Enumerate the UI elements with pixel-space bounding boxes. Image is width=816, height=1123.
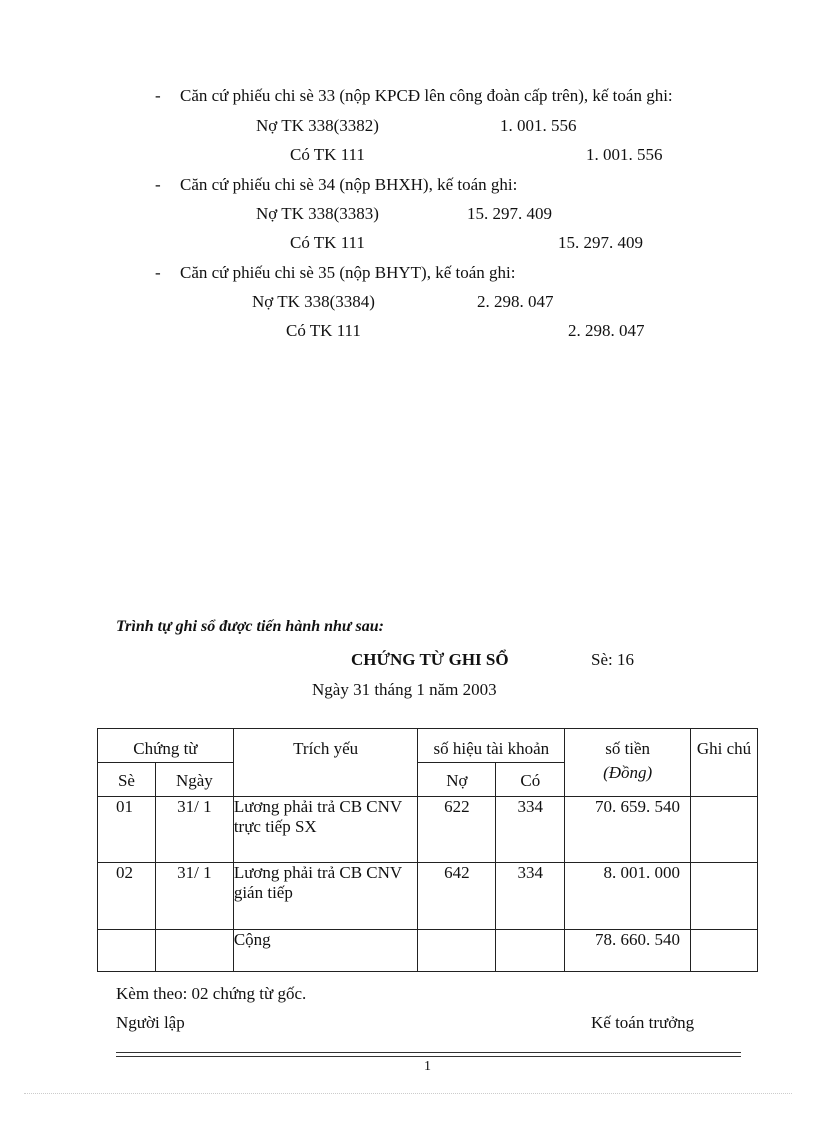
debit-amount: 1. 001. 556 [500,116,577,135]
entry-text: Căn cứ phiếu chi sè 33 (nộp KPCĐ lên công đoàn cấp trên), kế toán ghi: [180,86,673,105]
voucher-title: CHỨNG TỪ GHI SỔ [351,650,509,669]
total-empty-cell [418,930,496,972]
header-voucher-date: Ngày [155,763,233,797]
total-empty-cell [98,930,156,972]
bullet-dash: - [155,263,161,282]
entry-text: Căn cứ phiếu chi sè 34 (nộp BHXH), kế toán ghi: [180,175,518,194]
total-row [98,930,758,972]
row-voucher-no: 01 [98,797,156,863]
header-debit: Nợ [418,763,496,797]
total-label: Cộng [233,930,418,972]
row-voucher-no: 02 [98,863,156,930]
page-number: 1 [424,1059,431,1074]
chief-accountant-label: Kế toán trưởng [591,1013,695,1032]
footer-rule [116,1052,741,1053]
bullet-dash: - [155,175,161,194]
header-credit: Có [496,763,565,797]
table-row [98,863,758,930]
row-summary: Lương phải trả CB CNV gián tiếp [233,863,418,930]
table-row [98,797,758,863]
row-debit: 642 [418,863,496,930]
bullet-dash: - [155,86,161,105]
voucher-number: Sè: 16 [591,650,634,669]
total-empty-cell [691,930,758,972]
header-account: số hiệu tài khoản [418,729,565,763]
credit-amount: 1. 001. 556 [586,145,663,164]
section-heading: Trình tự ghi sổ được tiến hành như sau: [116,618,384,635]
entry-text: Căn cứ phiếu chi sè 35 (nộp BHYT), kế toán ghi: [180,263,516,282]
header-voucher: Chứng từ [98,729,234,763]
header-amount-label: số tiền [605,739,651,758]
attachment-note: Kèm theo: 02 chứng từ gốc. [116,984,307,1003]
row-amount: 70. 659. 540 [565,797,691,863]
total-empty-cell [496,930,565,972]
credit-account: Có TK 111 [290,233,365,252]
credit-account: Có TK 111 [290,145,365,164]
row-credit: 334 [496,797,565,863]
debit-account: Nợ TK 338(3384) [252,292,375,311]
row-debit: 622 [418,797,496,863]
debit-amount: 15. 297. 409 [467,204,552,223]
voucher-date: Ngày 31 tháng 1 năm 2003 [312,680,497,699]
row-voucher-date: 31/ 1 [155,797,233,863]
credit-amount: 15. 297. 409 [558,233,643,252]
total-empty-cell [155,930,233,972]
credit-account: Có TK 111 [286,321,361,340]
header-amount [565,729,691,797]
total-amount: 78. 660. 540 [565,930,691,972]
header-note: Ghi chú [691,729,758,797]
row-voucher-date: 31/ 1 [155,863,233,930]
row-note [691,797,758,863]
debit-amount: 2. 298. 047 [477,292,554,311]
credit-amount: 2. 298. 047 [568,321,645,340]
row-amount: 8. 001. 000 [565,863,691,930]
preparer-label: Người lập [116,1013,185,1032]
row-credit: 334 [496,863,565,930]
header-voucher-no: Sè [98,763,156,797]
debit-account: Nợ TK 338(3383) [256,204,379,223]
footer-rule [116,1056,741,1057]
row-summary: Lương phải trả CB CNV trực tiếp SX [233,797,418,863]
ledger-table [97,728,758,972]
debit-account: Nợ TK 338(3382) [256,116,379,135]
header-summary: Trích yếu [233,729,418,797]
row-note [691,863,758,930]
header-amount-unit: (Đồng) [603,763,653,782]
page-edge-dots [24,1093,792,1094]
